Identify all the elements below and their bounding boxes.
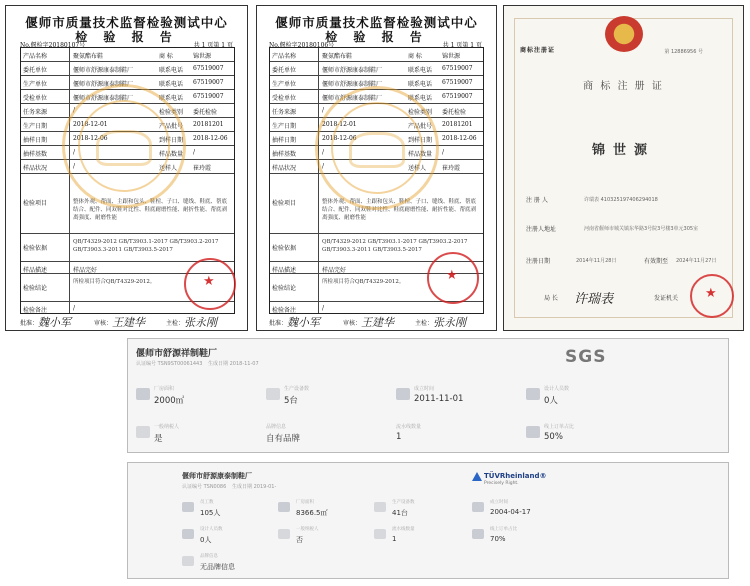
line-icon [374,529,386,539]
line-icon [266,388,280,400]
star-icon: ★ [705,286,717,301]
table-row: 样品状况 / 送样人 崔玲霞 [21,160,234,174]
table-row: 抽样日期 2018-12-06 到样日期 2018-12-06 [21,132,234,146]
table-row: 检验依据 QB/T4329-2012 GB/T3903.1-2017 GB/T3903.2-2017 GB/T3903.3-2011 GB/T3903.5-2017 [21,234,234,262]
staff-icon [182,502,194,512]
table-row: 检验结论 所检项目符合QB/T4329-2012。 [21,274,234,302]
audit-signature: 王建华 [361,316,394,329]
table-row: 任务来源 / 检验类别 委托检验 [270,104,483,118]
company-name: 偃师市舒源康泰制鞋厂 [182,472,252,480]
tester-label: 主检： [166,320,185,327]
table-row: 检验结论 所检项目符合QB/T4329-2012。 [270,274,483,302]
table-row: 样品描述 样品完好 [21,262,234,274]
tester-label: 主检： [415,320,434,327]
approve-label: 批准： [20,320,39,327]
table-row: 产品名称 聚氨酯布鞋 商 标 锦世源 [270,48,483,62]
table-row: 受检单位 偃师市舒源康泰制鞋厂 联系电话 67519007 [270,90,483,104]
report-subtitle: 检 验 报 告 [75,30,178,44]
inspection-report-1 [5,5,248,331]
star-icon: ★ [203,274,215,289]
certificate-header: 商标注册证 [520,47,556,54]
valid-until-value: 2024年11月27日 [676,258,717,264]
address-label: 注册人地址 [526,226,557,233]
address-value: 河南省偃师市城关镇东华路3号院3号楼3单元305室 [584,226,699,232]
table-row: 检验备注 / [272,305,325,314]
seal-emblem-icon [96,130,152,166]
tax-icon [278,529,290,539]
national-emblem-icon [605,16,643,52]
inspection-report-2 [256,5,497,331]
seal-emblem-icon [349,132,405,168]
report-title: 偃师市质量技术监督检验测试中心 [25,15,228,30]
report-page: 共 1 页第 1 页 [442,42,482,49]
tuv-triangle-icon [472,472,482,481]
machine-icon [374,502,386,512]
table-row: 受检单位 偃师市舒源康泰制鞋厂 联系电话 67519007 [21,90,234,104]
audit-label: 审核： [343,320,362,327]
tuv-factory-profile: 偃师市舒源康泰制鞋厂 认证编号 TSN0086 生成日期 2019-01- TÜVRheinland® Precisely Right. 员工数 105人 厂房面积 8366.5㎡ 生产设备数 41台 成立时间 2004-04-17 设计人员数 0人 一般纳税人 否 流水线数量 1 线上订单占比 70% 品牌信息 无品牌信息 [127,462,729,579]
director-signature: 许瑞表 [574,292,614,307]
report-page: 共 1 页第 1 页 [193,42,233,49]
online-icon [526,426,540,438]
brand-icon [182,556,194,566]
company-name: 偃师市舒源祥制鞋厂 [136,349,218,359]
factory-icon [136,388,150,400]
issuer-label: 发证机关 [654,295,679,302]
star-icon: ★ [446,268,458,283]
director-label: 局 长 [544,295,558,302]
table-row: 检验项目 整体外观、帮面、主跟和包头、鞋楦、子口、缝线、鞋底、帮底结合、配件、同双鞋对比性、鞋底耐磨性能、耐折性能、帮底剥离强度、耐磨性能 [270,174,483,234]
table-row: 抽样基数 / 样品数量 / [270,146,483,160]
factory-icon [278,502,290,512]
certification-number: 认证编号 TSN9ST00061443 [136,361,203,367]
valid-until-label: 有效期至 [644,258,669,265]
report-title: 偃师市质量技术监督检验测试中心 [275,15,478,30]
approve-signature: 魏小军 [287,316,320,329]
sgs-factory-profile: 偃师市舒源祥制鞋厂 认证编号 TSN9ST00061443 生成日期 2018-11-07 SGS 厂房面积 2000㎡ 生产设备数 5台 成立时间 2011-11-01 设计人员数 0人 一般纳税人 是 品牌信息 自有品牌 流水线数量 1 线上订单占比 50% [127,338,729,453]
table-row: 生产日期 2018-12-01 产品批号 20181201 [270,118,483,132]
table-row: 抽样基数 / 样品数量 / [21,146,234,160]
tax-icon [136,426,150,438]
table-row: 抽样日期 2018-12-06 到样日期 2018-12-06 [270,132,483,146]
table-row: 检验依据 QB/T4329-2012 GB/T3903.1-2017 GB/T3903.2-2017 GB/T3903.3-2011 GB/T3903.5-2017 [270,234,483,262]
table-row: 样品状况 / 送样人 崔玲霞 [270,160,483,174]
table-row: 生产单位 偃师市舒源康泰制鞋厂 联系电话 67519007 [21,76,234,90]
table-row: 生产单位 偃师市舒源康泰制鞋厂 联系电话 67519007 [270,76,483,90]
table-row: 产品名称 聚氨酯布鞋 商 标 锦世源 [21,48,234,62]
sgs-logo: SGS [565,347,607,367]
register-date-value: 2014年11月28日 [576,258,617,264]
table-row: 检验备注 / [23,305,76,314]
tester-signature: 张永刚 [184,316,217,329]
tester-signature: 张永刚 [433,316,466,329]
audit-label: 审核： [94,320,113,327]
table-row: 检验项目 整体外观、帮面、主跟和包头、鞋楦、子口、缝线、鞋底、帮底结合、配件、同双鞋对比性、鞋底耐磨性能、耐折性能、帮底剥离强度、耐磨性能 [21,174,234,234]
table-row: 生产日期 2018-12-01 产品批号 20181201 [21,118,234,132]
registrant-value: 许瑞表 410325197406294018 [584,197,658,203]
approve-label: 批准： [269,320,288,327]
certificate-number: 第 12886956 号 [664,49,703,55]
trademark-certificate [503,5,744,331]
certificate-title: 商 标 注 册 证 [583,81,664,92]
calendar-icon [396,388,410,400]
generation-date: 生成日期 2019-01- [232,484,277,490]
generation-date: 生成日期 2018-11-07 [208,361,259,367]
online-icon [472,529,484,539]
register-date-label: 注册日期 [526,258,551,265]
designer-icon [526,388,540,400]
audit-signature: 王建华 [112,316,145,329]
report-number: No.偃检字20180107号 [20,42,86,49]
approve-signature: 魏小军 [38,316,71,329]
registrant-label: 注 册 人 [526,197,548,204]
table-row: 样品描述 样品完好 [270,262,483,274]
calendar-icon [472,502,484,512]
report-number: No.偃检字20180106号 [269,42,335,49]
certification-number: 认证编号 TSN0086 [182,484,227,490]
table-row: 委托单位 偃师市舒源康泰制鞋厂 联系电话 67519007 [270,62,483,76]
report-subtitle: 检 验 报 告 [325,30,428,44]
table-row: 委托单位 偃师市舒源康泰制鞋厂 联系电话 67519007 [21,62,234,76]
trademark-brand: 锦世源 [591,143,655,158]
designer-icon [182,529,194,539]
table-row: 任务来源 / 检验类别 委托检验 [21,104,234,118]
